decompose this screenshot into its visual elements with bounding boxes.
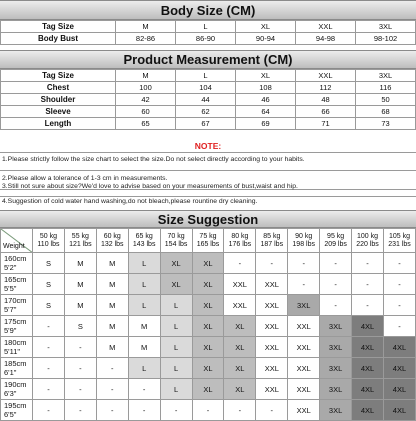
weight-kg: 55 kg: [71, 232, 89, 240]
suggested-size-cell: 4XL: [352, 316, 384, 337]
body-bust-row: [1, 33, 416, 45]
suggested-size-cell: 3XL: [320, 358, 352, 379]
suggested-size-cell: 4XL: [352, 358, 384, 379]
size-cell: L: [176, 70, 236, 82]
measure-cell: 42: [116, 94, 176, 106]
suggested-size-cell: S: [33, 274, 65, 295]
suggested-size-cell: XL: [224, 316, 256, 337]
suggested-size-cell: -: [64, 337, 96, 358]
suggested-size-cell: M: [64, 253, 96, 274]
weight-corner-cell: [1, 229, 33, 253]
weight-header-cell: [224, 229, 256, 253]
suggested-size-cell: -: [96, 379, 128, 400]
note-divider: [0, 170, 416, 171]
height-cell: [1, 253, 33, 274]
measure-cell: 108: [236, 82, 296, 94]
weight-kg: 65 kg: [135, 232, 153, 240]
measure-cell: 100: [116, 82, 176, 94]
weight-lbs: 209 lbs: [324, 240, 347, 248]
suggested-size-cell: 4XL: [383, 400, 415, 421]
weight-header-cell: [96, 229, 128, 253]
suggested-size-cell: -: [128, 400, 160, 421]
suggested-size-cell: XL: [192, 358, 224, 379]
height-ft: 6'5": [4, 410, 17, 419]
suggested-size-cell: -: [33, 358, 65, 379]
measure-cell: 46: [236, 94, 296, 106]
suggested-size-cell: 4XL: [352, 379, 384, 400]
weight-kg: 75 kg: [199, 232, 217, 240]
suggested-size-cell: -: [383, 316, 415, 337]
measure-cell: 67: [176, 118, 236, 130]
weight-kg: 95 kg: [327, 232, 345, 240]
size-cell: XL: [236, 70, 296, 82]
suggested-size-cell: -: [383, 295, 415, 316]
size-suggestion-table: [0, 228, 416, 421]
measure-cell: 68: [356, 106, 416, 118]
suggested-size-cell: XL: [224, 337, 256, 358]
bust-cell: 82-86: [116, 33, 176, 45]
height-cell: [1, 379, 33, 400]
suggested-size-cell: -: [96, 358, 128, 379]
weight-header-cell: [64, 229, 96, 253]
suggested-size-cell: S: [64, 316, 96, 337]
suggested-size-cell: XXL: [288, 400, 320, 421]
suggested-size-cell: 4XL: [383, 379, 415, 400]
height-row: [1, 253, 416, 274]
suggested-size-cell: XXL: [288, 358, 320, 379]
measure-cell: 66: [296, 106, 356, 118]
suggested-size-cell: XL: [192, 274, 224, 295]
weight-header-cell: [33, 229, 65, 253]
note-divider: [0, 152, 416, 153]
suggested-size-cell: M: [96, 295, 128, 316]
weight-label: Weight: [3, 243, 25, 250]
note-divider: [0, 196, 416, 197]
measure-cell: 71: [296, 118, 356, 130]
suggested-size-cell: -: [224, 253, 256, 274]
suggested-size-cell: XL: [192, 295, 224, 316]
bust-cell: 86-90: [176, 33, 236, 45]
weight-kg: 80 kg: [231, 232, 249, 240]
suggested-size-cell: -: [288, 253, 320, 274]
size-cell: L: [176, 21, 236, 33]
height-cm: 185cm: [4, 359, 27, 368]
suggested-size-cell: M: [64, 295, 96, 316]
suggested-size-cell: -: [192, 400, 224, 421]
weight-kg: 50 kg: [39, 232, 58, 240]
product-measurement-title: Product Measurement (CM): [0, 50, 416, 69]
weight-header-cell: [192, 229, 224, 253]
suggested-size-cell: 4XL: [383, 358, 415, 379]
suggested-size-cell: -: [64, 358, 96, 379]
weight-header-cell: [320, 229, 352, 253]
suggested-size-cell: M: [64, 274, 96, 295]
height-cm: 160cm: [4, 254, 27, 263]
suggested-size-cell: L: [160, 337, 192, 358]
suggested-size-cell: XL: [192, 316, 224, 337]
height-cm: 195cm: [4, 401, 27, 410]
weight-lbs: 165 lbs: [196, 240, 220, 248]
note-title: NOTE:: [194, 141, 222, 151]
weight-kg: 90 kg: [295, 232, 313, 240]
height-row: [1, 337, 416, 358]
suggested-size-cell: M: [96, 316, 128, 337]
suggested-size-cell: XL: [160, 253, 192, 274]
suggested-size-cell: -: [33, 400, 65, 421]
height-row: [1, 358, 416, 379]
size-cell: M: [116, 70, 176, 82]
suggested-size-cell: -: [256, 253, 288, 274]
height-row: [1, 295, 416, 316]
measure-cell: 73: [356, 118, 416, 130]
weight-lbs: 231 lbs: [388, 240, 411, 248]
sleeve-row: [1, 106, 416, 118]
note-line: 2.Please allow a tolerance of 1-3 cm in measurements.: [2, 175, 168, 182]
height-ft: 5'2": [4, 263, 17, 272]
suggested-size-cell: XL: [192, 337, 224, 358]
size-cell: XXL: [296, 21, 356, 33]
suggested-size-cell: 3XL: [320, 400, 352, 421]
height-cm: 170cm: [4, 296, 27, 305]
size-cell: XXL: [296, 70, 356, 82]
suggested-size-cell: -: [320, 295, 352, 316]
height-ft: 5'9": [4, 326, 17, 335]
suggested-size-cell: -: [320, 253, 352, 274]
height-cm: 175cm: [4, 317, 27, 326]
bust-cell: 98-102: [356, 33, 416, 45]
suggested-size-cell: L: [128, 358, 160, 379]
height-row: [1, 379, 416, 400]
weight-lbs: 110 lbs: [37, 240, 60, 248]
tag-size-label: Tag Size: [1, 70, 116, 82]
measure-cell: 48: [296, 94, 356, 106]
suggested-size-cell: -: [320, 274, 352, 295]
length-label: Length: [1, 118, 116, 130]
weight-header-cell: [288, 229, 320, 253]
suggested-size-cell: 3XL: [320, 316, 352, 337]
weight-lbs: 176 lbs: [228, 240, 252, 248]
chest-label: Chest: [1, 82, 116, 94]
weight-lbs: 132 lbs: [100, 240, 124, 248]
suggested-size-cell: XXL: [224, 295, 256, 316]
suggested-size-cell: XXL: [256, 295, 288, 316]
suggested-size-cell: -: [352, 295, 384, 316]
measure-cell: 112: [296, 82, 356, 94]
height-cell: [1, 337, 33, 358]
measure-cell: 69: [236, 118, 296, 130]
body-size-table: [0, 20, 416, 45]
note-line: 4.Suggestion of cold water hand washing,do not bleach,please rountine dry cleaning.: [2, 198, 258, 205]
suggested-size-cell: M: [96, 253, 128, 274]
weight-kg: 60 kg: [103, 232, 121, 240]
suggested-size-cell: M: [96, 274, 128, 295]
weight-header-row: [1, 229, 416, 253]
suggested-size-cell: -: [352, 253, 384, 274]
height-cm: 190cm: [4, 380, 27, 389]
suggested-size-cell: L: [160, 379, 192, 400]
height-ft: 5'11": [4, 347, 21, 356]
suggested-size-cell: 4XL: [352, 337, 384, 358]
height-ft: 5'5": [4, 284, 17, 293]
weight-lbs: 143 lbs: [132, 240, 156, 248]
measure-cell: 44: [176, 94, 236, 106]
suggested-size-cell: 3XL: [288, 295, 320, 316]
measure-cell: 116: [356, 82, 416, 94]
measure-cell: 50: [356, 94, 416, 106]
height-row: [1, 400, 416, 421]
suggested-size-cell: XXL: [256, 316, 288, 337]
height-cell: [1, 295, 33, 316]
measure-cell: 104: [176, 82, 236, 94]
weight-header-cell: [160, 229, 192, 253]
suggested-size-cell: L: [160, 316, 192, 337]
suggested-size-cell: -: [256, 400, 288, 421]
height-ft: 6'3": [4, 389, 17, 398]
weight-header-cell: [256, 229, 288, 253]
size-cell: 3XL: [356, 70, 416, 82]
suggested-size-cell: 4XL: [352, 400, 384, 421]
weight-kg: 105 kg: [388, 232, 410, 240]
weight-lbs: 121 lbs: [69, 240, 92, 248]
size-suggestion-title: Size Suggestion: [0, 210, 416, 228]
suggested-size-cell: M: [96, 337, 128, 358]
suggested-size-cell: -: [96, 400, 128, 421]
height-ft: 5'7": [4, 305, 17, 314]
measure-cell: 64: [236, 106, 296, 118]
suggested-size-cell: -: [33, 379, 65, 400]
chest-row: [1, 82, 416, 94]
suggested-size-cell: 4XL: [383, 337, 415, 358]
height-cell: [1, 358, 33, 379]
suggested-size-cell: XXL: [256, 379, 288, 400]
product-measurement-table: [0, 69, 416, 130]
weight-lbs: 154 lbs: [164, 240, 188, 248]
shoulder-label: Shoulder: [1, 94, 116, 106]
weight-kg: 70 kg: [167, 232, 185, 240]
suggested-size-cell: L: [128, 295, 160, 316]
size-cell: M: [116, 21, 176, 33]
suggested-size-cell: XXL: [288, 379, 320, 400]
body-size-title: Body Size (CM): [0, 0, 416, 20]
note-line: 3.Still not sure about size?We'd love to advise based on your measurements of bust,waist and hip.: [2, 183, 298, 190]
suggested-size-cell: XXL: [288, 316, 320, 337]
suggested-size-cell: XL: [224, 358, 256, 379]
suggested-size-cell: XXL: [288, 337, 320, 358]
weight-header-cell: [128, 229, 160, 253]
body-size-tag-row: [1, 21, 416, 33]
suggested-size-cell: XL: [192, 253, 224, 274]
suggested-size-cell: -: [64, 400, 96, 421]
suggested-size-cell: -: [288, 274, 320, 295]
measure-cell: 65: [116, 118, 176, 130]
shoulder-row: [1, 94, 416, 106]
measure-cell: 60: [116, 106, 176, 118]
suggested-size-cell: XXL: [256, 337, 288, 358]
suggested-size-cell: S: [33, 253, 65, 274]
suggested-size-cell: XXL: [256, 358, 288, 379]
height-cell: [1, 274, 33, 295]
weight-lbs: 220 lbs: [356, 240, 379, 248]
length-row: [1, 118, 416, 130]
sleeve-label: Sleeve: [1, 106, 116, 118]
suggested-size-cell: 3XL: [320, 379, 352, 400]
suggested-size-cell: L: [128, 253, 160, 274]
suggested-size-cell: 3XL: [320, 337, 352, 358]
size-cell: 3XL: [356, 21, 416, 33]
suggested-size-cell: S: [33, 295, 65, 316]
weight-header-cell: [383, 229, 415, 253]
note-line: 1.Please strictly follow the size chart to select the size.Do not select directly according to your habits.: [2, 156, 305, 163]
suggested-size-cell: -: [160, 400, 192, 421]
suggested-size-cell: XL: [160, 274, 192, 295]
suggested-size-cell: XXL: [224, 274, 256, 295]
weight-kg: 100 kg: [357, 232, 379, 240]
measure-cell: 62: [176, 106, 236, 118]
suggested-size-cell: M: [128, 316, 160, 337]
weight-lbs: 198 lbs: [292, 240, 315, 248]
suggested-size-cell: -: [352, 274, 384, 295]
suggested-size-cell: -: [128, 379, 160, 400]
height-cm: 180cm: [4, 338, 27, 347]
tag-size-label: Tag Size: [1, 21, 116, 33]
bust-cell: 90-94: [236, 33, 296, 45]
suggested-size-cell: -: [64, 379, 96, 400]
suggested-size-cell: L: [160, 295, 192, 316]
suggested-size-cell: L: [128, 274, 160, 295]
weight-lbs: 187 lbs: [260, 240, 284, 248]
suggested-size-cell: L: [160, 358, 192, 379]
height-cell: [1, 400, 33, 421]
size-cell: XL: [236, 21, 296, 33]
suggested-size-cell: XL: [224, 379, 256, 400]
suggested-size-cell: -: [383, 253, 415, 274]
body-bust-label: Body Bust: [1, 33, 116, 45]
suggested-size-cell: M: [128, 337, 160, 358]
weight-header-cell: [352, 229, 384, 253]
suggested-size-cell: -: [224, 400, 256, 421]
bust-cell: 94-98: [296, 33, 356, 45]
suggested-size-cell: XXL: [256, 274, 288, 295]
suggested-size-cell: -: [33, 316, 65, 337]
height-row: [1, 274, 416, 295]
product-tag-row: [1, 70, 416, 82]
suggested-size-cell: -: [33, 337, 65, 358]
weight-kg: 85 kg: [263, 232, 281, 240]
height-cm: 165cm: [4, 275, 27, 284]
height-row: [1, 316, 416, 337]
suggested-size-cell: XL: [192, 379, 224, 400]
suggested-size-cell: -: [383, 274, 415, 295]
height-ft: 6'1": [4, 368, 17, 377]
height-cell: [1, 316, 33, 337]
